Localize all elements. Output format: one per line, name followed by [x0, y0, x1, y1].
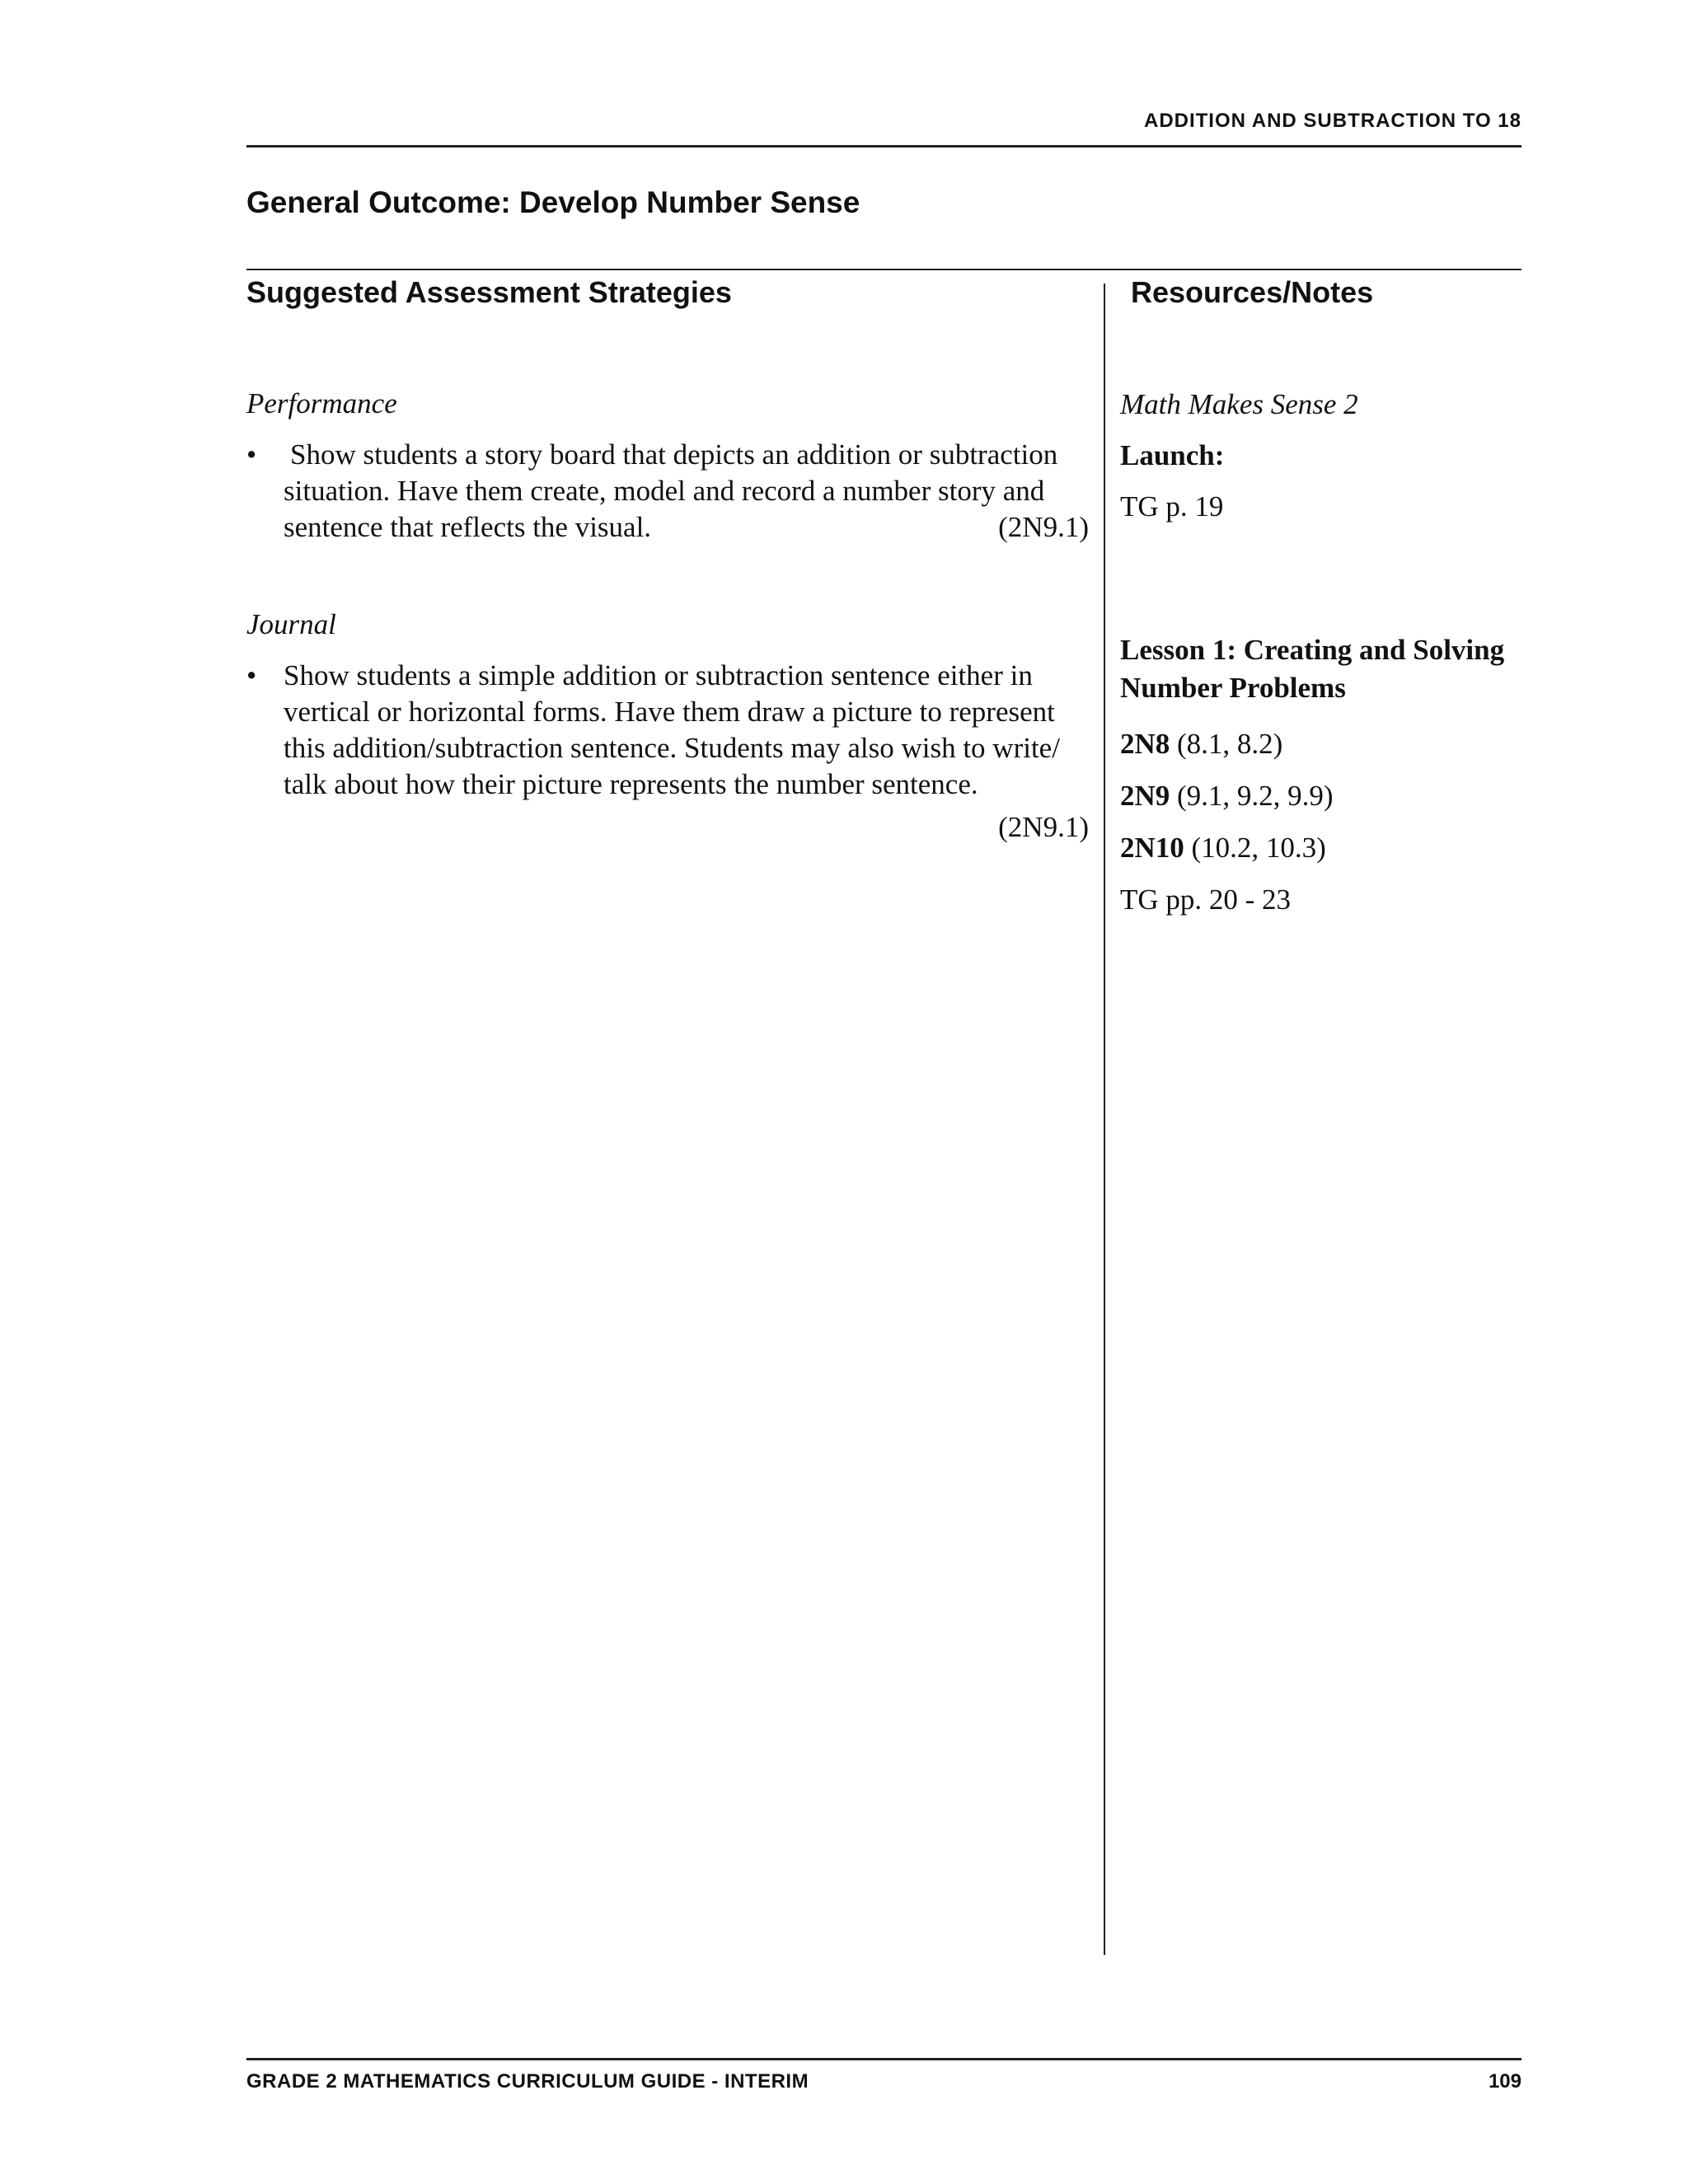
outcome-detail: (9.1, 9.2, 9.9)	[1170, 780, 1334, 812]
performance-bullet	[246, 437, 1089, 546]
outcome-detail: (8.1, 8.2)	[1170, 728, 1283, 760]
journal-line-1: Show students a simple addition or subtraction sentence either in	[284, 659, 1033, 691]
bullet-dot: •	[246, 659, 257, 691]
performance-line-3	[284, 509, 1089, 546]
outcome-code: 2N10	[1120, 832, 1184, 864]
outcome-code: 2N8	[1120, 728, 1170, 760]
performance-line-1: Show students a story board that depicts an addition or subtraction	[290, 438, 1058, 471]
top-rule	[246, 145, 1522, 148]
outcome-code: 2N9	[1120, 780, 1170, 812]
resource-book-title: Math Makes Sense 2	[1120, 388, 1358, 420]
bullet-dot: •	[246, 438, 257, 471]
assessment-column-title: Suggested Assessment Strategies	[246, 275, 732, 309]
journal-line-2: vertical or horizontal forms. Have them draw a picture to represent	[284, 696, 1055, 728]
performance-line-3-text: sentence that reflects the visual.	[284, 511, 652, 543]
journal-line-3: this addition/subtraction sentence. Students may also wish to write/	[284, 732, 1060, 764]
journal-bullet	[246, 658, 1089, 846]
section-rule	[246, 269, 1522, 270]
launch-reference: TG p. 19	[1120, 490, 1224, 523]
page-number: 109	[1488, 2070, 1522, 2093]
lesson-title	[1120, 631, 1504, 707]
outcome-ref-2n10	[1120, 829, 1326, 867]
launch-label-text: Launch:	[1120, 439, 1225, 471]
performance-line-2: situation. Have them create, model and record a number story and	[284, 475, 1045, 507]
journal-heading: Journal	[246, 608, 336, 640]
footer-title: GRADE 2 MATHEMATICS CURRICULUM GUIDE - INTERIM	[246, 2070, 809, 2093]
journal-outcome-code: (2N9.1)	[998, 811, 1089, 843]
running-head: ADDITION AND SUBTRACTION TO 18	[1143, 110, 1522, 132]
journal-line-4: talk about how their picture represents the number sentence.	[284, 768, 978, 800]
lesson-title-line-2: Number Problems	[1120, 672, 1346, 704]
lesson-title-line-1: Lesson 1: Creating and Solving	[1120, 634, 1505, 666]
bottom-rule	[246, 2058, 1522, 2060]
launch-label	[1120, 437, 1224, 475]
general-outcome-title: General Outcome: Develop Number Sense	[246, 185, 860, 219]
performance-outcome-code: (2N9.1)	[998, 511, 1089, 543]
journal-code-row	[284, 809, 1089, 846]
outcome-ref-2n8	[1120, 725, 1282, 763]
outcome-ref-2n9	[1120, 777, 1334, 815]
outcome-detail: (10.2, 10.3)	[1184, 832, 1326, 864]
resources-column-title: Resources/Notes	[1131, 275, 1374, 309]
performance-heading: Performance	[246, 387, 397, 419]
column-divider	[1104, 284, 1105, 1955]
lesson-reference: TG pp. 20 - 23	[1120, 883, 1292, 916]
